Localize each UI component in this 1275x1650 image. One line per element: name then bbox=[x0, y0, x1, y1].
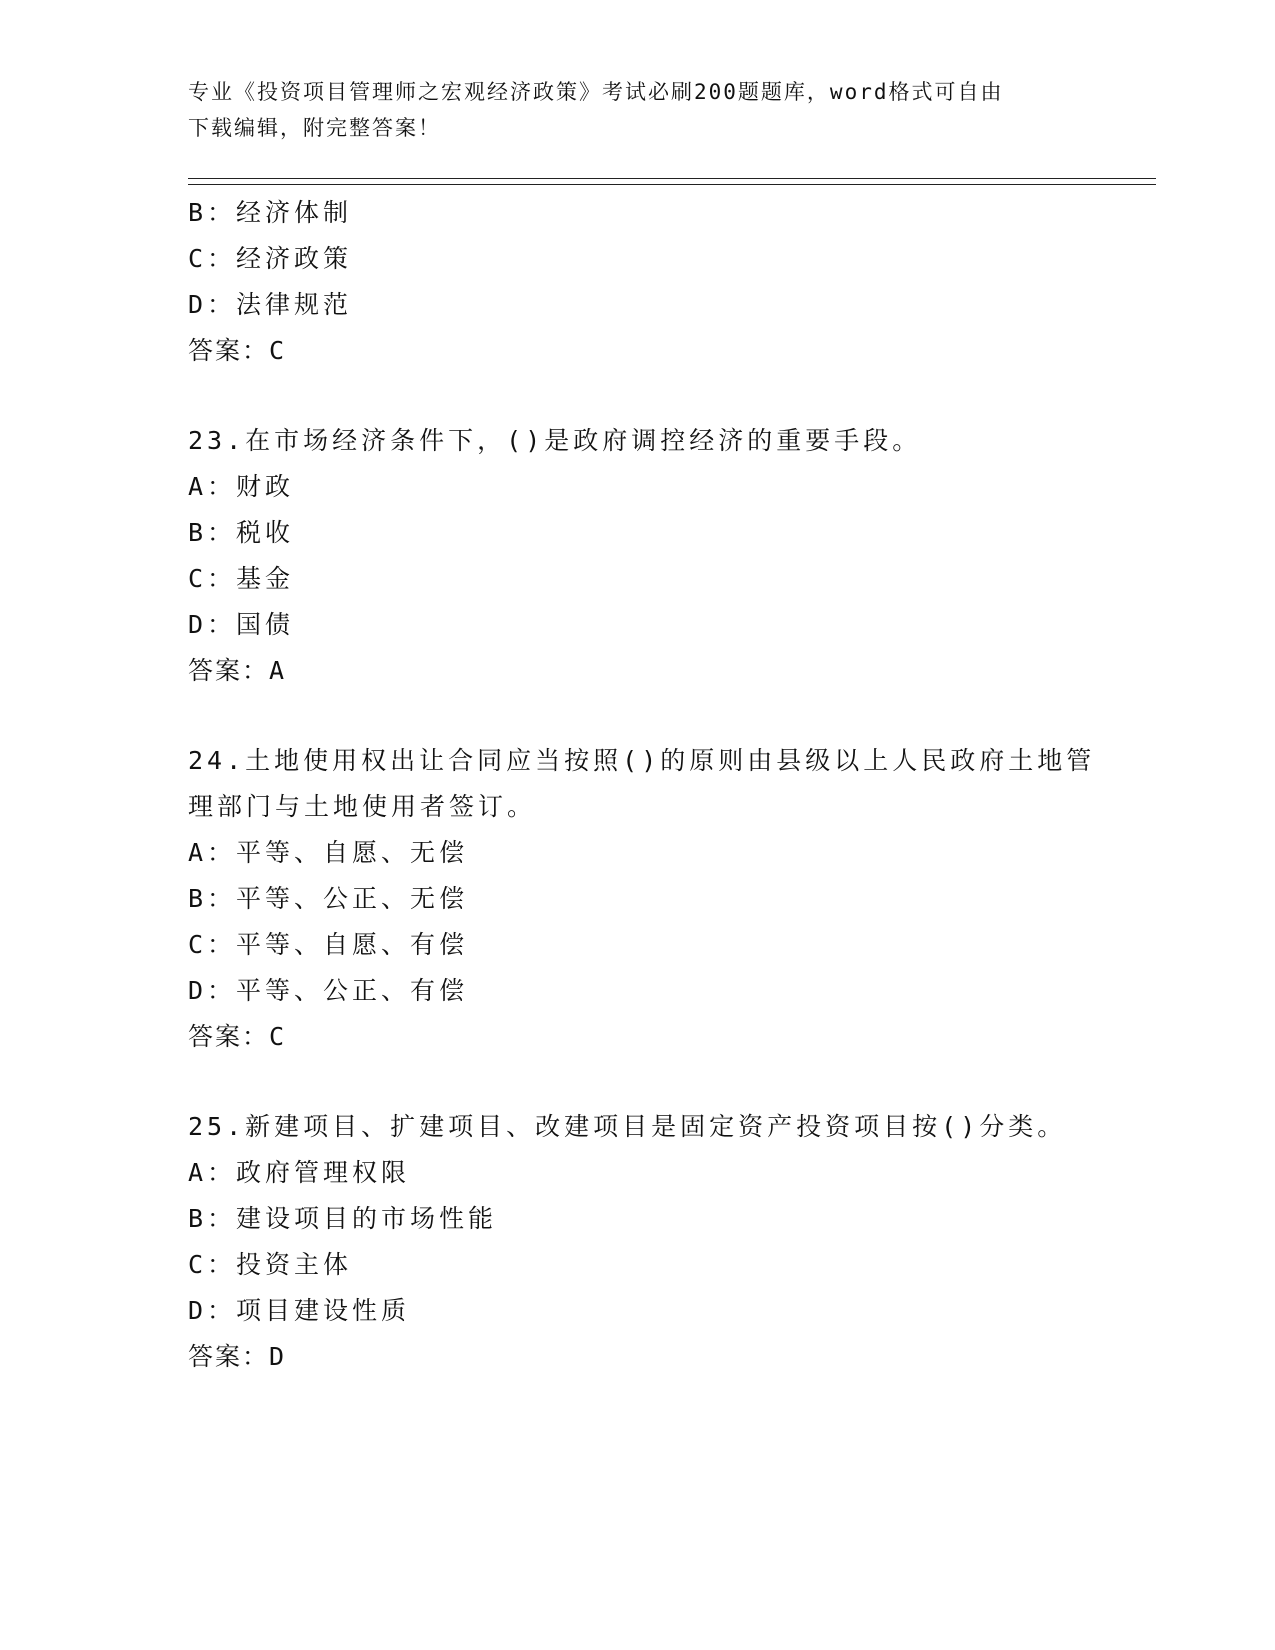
answer bbox=[188, 328, 1088, 374]
question-stem: 23.在市场经济条件下，()是政府调控经济的重要手段。 bbox=[188, 426, 922, 455]
option-d: D：平等、公正、有偿 bbox=[188, 976, 469, 1005]
answer-value: D bbox=[269, 1342, 287, 1371]
option-d: D：法律规范 bbox=[188, 290, 353, 319]
answer-label: 答案： bbox=[188, 336, 270, 365]
option-a: A：政府管理权限 bbox=[188, 1158, 411, 1187]
answer-value: C bbox=[269, 1022, 287, 1051]
answer-value: C bbox=[269, 336, 287, 365]
header-divider-bottom bbox=[188, 184, 1156, 185]
question-stem: 25.新建项目、扩建项目、改建项目是固定资产投资项目按()分类。 bbox=[188, 1112, 1067, 1141]
answer bbox=[188, 648, 1088, 694]
option-a: A：平等、自愿、无偿 bbox=[188, 838, 469, 867]
question-list bbox=[188, 190, 1096, 1380]
document-header bbox=[188, 74, 1088, 146]
option-c: C：平等、自愿、有偿 bbox=[188, 930, 469, 959]
option-d: D：项目建设性质 bbox=[188, 1296, 411, 1325]
answer-value: A bbox=[269, 656, 287, 685]
option-b: B：经济体制 bbox=[188, 198, 353, 227]
answer-label: 答案： bbox=[188, 1342, 270, 1371]
header-divider-top bbox=[188, 178, 1156, 179]
option-b: B：税收 bbox=[188, 518, 295, 547]
option-c: C：基金 bbox=[188, 564, 295, 593]
question-23 bbox=[188, 418, 1088, 694]
header-line-2: 下载编辑，附完整答案！ bbox=[188, 116, 441, 140]
option-c: C：投资主体 bbox=[188, 1250, 353, 1279]
answer-label: 答案： bbox=[188, 1022, 270, 1051]
option-c: C：经济政策 bbox=[188, 244, 353, 273]
question-stem-line-2: 理部门与土地使用者签订。 bbox=[188, 792, 537, 821]
header-line-1: 专业《投资项目管理师之宏观经济政策》考试必刷200题题库，word格式可自由 bbox=[188, 80, 1004, 104]
answer bbox=[188, 1334, 1088, 1380]
question-24 bbox=[188, 738, 1096, 1060]
option-d: D：国债 bbox=[188, 610, 295, 639]
option-b: B：平等、公正、无偿 bbox=[188, 884, 469, 913]
question-22-continued bbox=[188, 190, 1088, 374]
question-25 bbox=[188, 1104, 1088, 1380]
option-b: B：建设项目的市场性能 bbox=[188, 1204, 498, 1233]
question-stem-line-1: 24.土地使用权出让合同应当按照()的原则由县级以上人民政府土地管 bbox=[188, 746, 1096, 775]
answer-label: 答案： bbox=[188, 656, 270, 685]
option-a: A：财政 bbox=[188, 472, 295, 501]
answer bbox=[188, 1014, 1088, 1060]
